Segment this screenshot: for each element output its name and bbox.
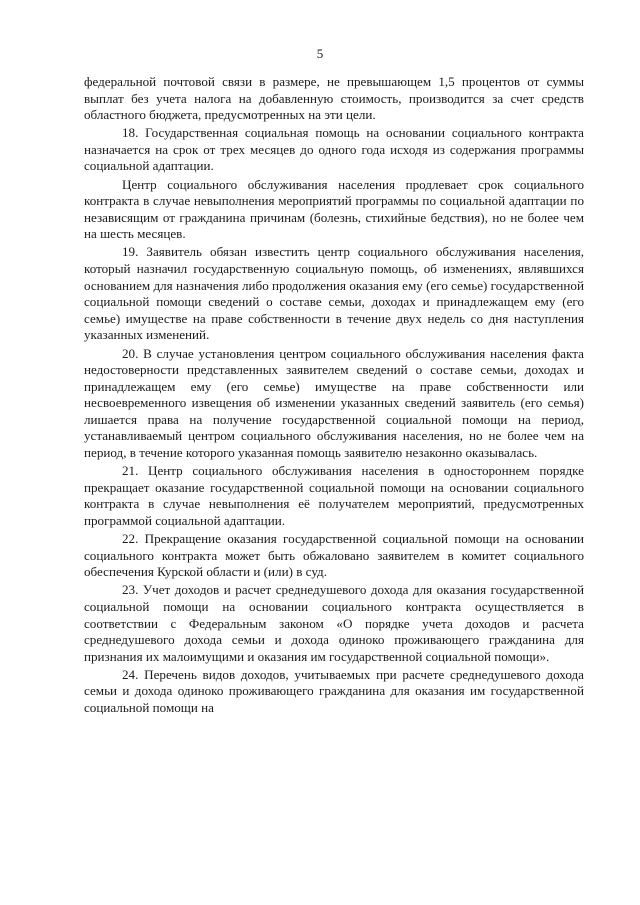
paragraph-21: 21. Центр социального обслуживания населения в одностороннем порядке прекращает оказание государственной социальной помощи на основании социального контракта в случае невыполнения её получателем мероприятий, предусмотренных программой социальной адаптации.: [84, 463, 584, 528]
paragraph-continuation: федеральной почтовой связи в размере, не превышающем 1,5 процентов от суммы выплат без учета налога на добавленную стоимость, производится за счет средств областного бюджета, предусмотренных на эти цели.: [84, 74, 584, 123]
document-body: [84, 74, 584, 718]
paragraph-18: 18. Государственная социальная помощь на основании социального контракта назначается на срок от трех месяцев до одного года исходя из содержания программы социальной адаптации.: [84, 125, 584, 174]
paragraph-24: 24. Перечень видов доходов, учитываемых при расчете среднедушевого дохода семьи и дохода одиноко проживающего гражданина для оказания им государственной социальной помощи на: [84, 666, 584, 715]
paragraph-23: 23. Учет доходов и расчет среднедушевого дохода для оказания государственной социальной помощи на основании социального контракта осуществляется в соответствии с Федеральным законом «О порядке учета доходов и расчета среднедушевого дохода семьи и дохода одиноко проживающего гражданина для признания их малоимущими и оказания им государственной социальной помощи».: [84, 582, 584, 664]
paragraph-19: 19. Заявитель обязан известить центр социального обслуживания населения, который назначил государственную социальную помощь, об изменениях, являвшихся основанием для назначения либо продолжения оказания ему (его семье) государственной социальной помощи сведений о составе семьи, доходах и принадлежащем ему (его семье) имуществе на праве собственности в течение двух недель со дня наступления указанных изменений.: [84, 244, 584, 343]
page-number: 5: [316, 46, 324, 61]
paragraph-22: 22. Прекращение оказания государственной социальной помощи на основании социального контракта может быть обжаловано заявителем в комитет социального обеспечения Курской области и (или) в суд.: [84, 531, 584, 580]
paragraph-20: 20. В случае установления центром социального обслуживания населения факта недостоверности представленных заявителем сведений о составе семьи, доходах и принадлежащем ему (его семье) имуществе на праве собственности или несвоевременного извещения об изменении указанных сведений заявитель (его семья) лишается права на получение государственной социальной помощи на период, устанавливаемый центром социального обслуживания населения, но не более чем на период, в течение которого указанная помощь заявителю незаконно оказывалась.: [84, 345, 584, 461]
paragraph-18-extension: Центр социального обслуживания населения продлевает срок социального контракта в случае невыполнения мероприятий программы по социальной адаптации по независящим от гражданина причинам (болезнь, стихийные бедствия), но не более чем на шесть месяцев.: [84, 176, 584, 242]
